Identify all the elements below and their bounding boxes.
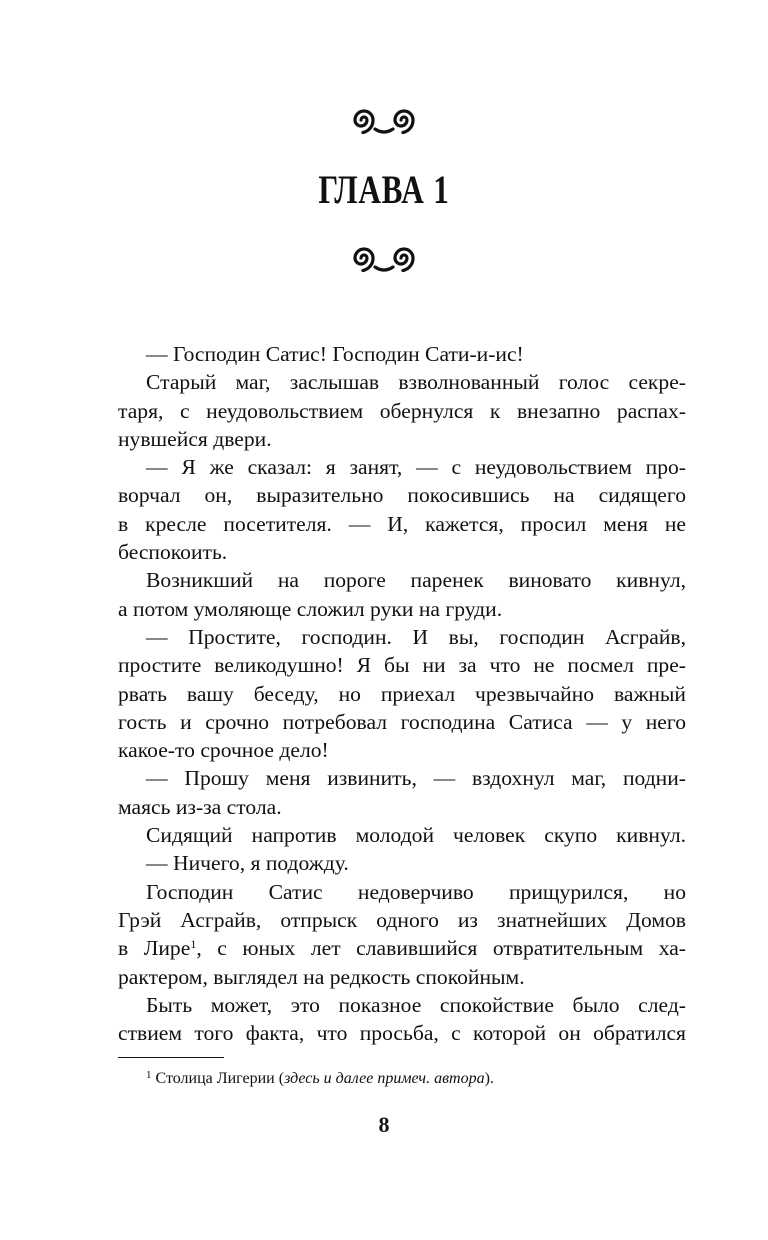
text-line: — Я же сказал: я занят, — с неудовольствием про- — [146, 455, 686, 480]
text-line: Быть может, это показное спокойствие было след- — [146, 992, 686, 1017]
text-line: гость и срочно потребовал господина Сатиса — у него — [118, 709, 686, 734]
footnote-reference: 1 — [190, 937, 197, 952]
text-line: — Ничего, я подожду. — [146, 851, 349, 876]
footnote-number: 1 — [146, 1069, 152, 1081]
text-line: таря, с неудовольствием обернулся к внезапно распах- — [118, 398, 686, 423]
text-line: Сидящий напротив молодой человек скупо кивнул. — [146, 823, 686, 848]
footnote — [146, 1064, 494, 1090]
text-line: простите великодушно! Я бы ни за что не посмел пре- — [118, 653, 686, 678]
footnote-divider — [118, 1057, 224, 1058]
text-line: в кресле посетителя. — И, кажется, просил меня не — [118, 511, 686, 536]
text-line: маясь из-за стола. — [118, 794, 282, 819]
text-line: а потом умоляюще сложил руки на груди. — [118, 596, 503, 621]
text-line: Господин Сатис недоверчиво прищурился, но — [146, 879, 686, 904]
chapter-ornament-bottom — [0, 240, 768, 276]
body-text — [118, 340, 686, 1047]
text-line: — Прошу меня извинить, — вздохнул маг, подни- — [146, 766, 686, 791]
text-line: беспокоить. — [118, 540, 228, 565]
swirl-ornament-icon — [344, 102, 424, 138]
text-fragment: , с юных лет славившийся отвратительным ха- — [196, 936, 686, 961]
footnote-tail: ). — [484, 1070, 494, 1087]
text-line: ствием того факта, что просьба, с которой он обратился — [118, 1021, 686, 1046]
text-line: — Простите, господин. И вы, господин Асграйв, — [146, 624, 686, 649]
text-fragment: в Лире — [118, 936, 191, 961]
text-line: ворчал он, выразительно покосившись на сидящего — [118, 483, 686, 508]
text-line-with-footnote — [118, 934, 686, 962]
text-line: Старый маг, заслышав взволнованный голос секре- — [146, 370, 686, 395]
text-line: Возникший на пороге паренек виновато кивнул, — [146, 568, 686, 593]
swirl-ornament-icon — [344, 240, 424, 276]
page-number: 8 — [378, 1112, 390, 1137]
chapter-ornament-top — [0, 102, 768, 138]
footnote-text: Столица Лигерии ( — [155, 1070, 285, 1087]
text-line: какое-то срочное дело! — [118, 738, 329, 763]
footnote-note: здесь и далее примеч. автора — [284, 1070, 485, 1087]
text-line: нувшейся двери. — [118, 426, 272, 451]
text-line: рактером, выглядел на редкость спокойным. — [118, 964, 525, 989]
chapter-title: ГЛАВА 1 — [318, 167, 450, 212]
text-line: рвать вашу беседу, но приехал чрезвычайно важный — [118, 681, 686, 706]
text-line: — Господин Сатис! Господин Сати-и-ис! — [146, 342, 524, 366]
text-line: Грэй Асграйв, отпрыск одного из знатнейших Домов — [118, 907, 686, 932]
